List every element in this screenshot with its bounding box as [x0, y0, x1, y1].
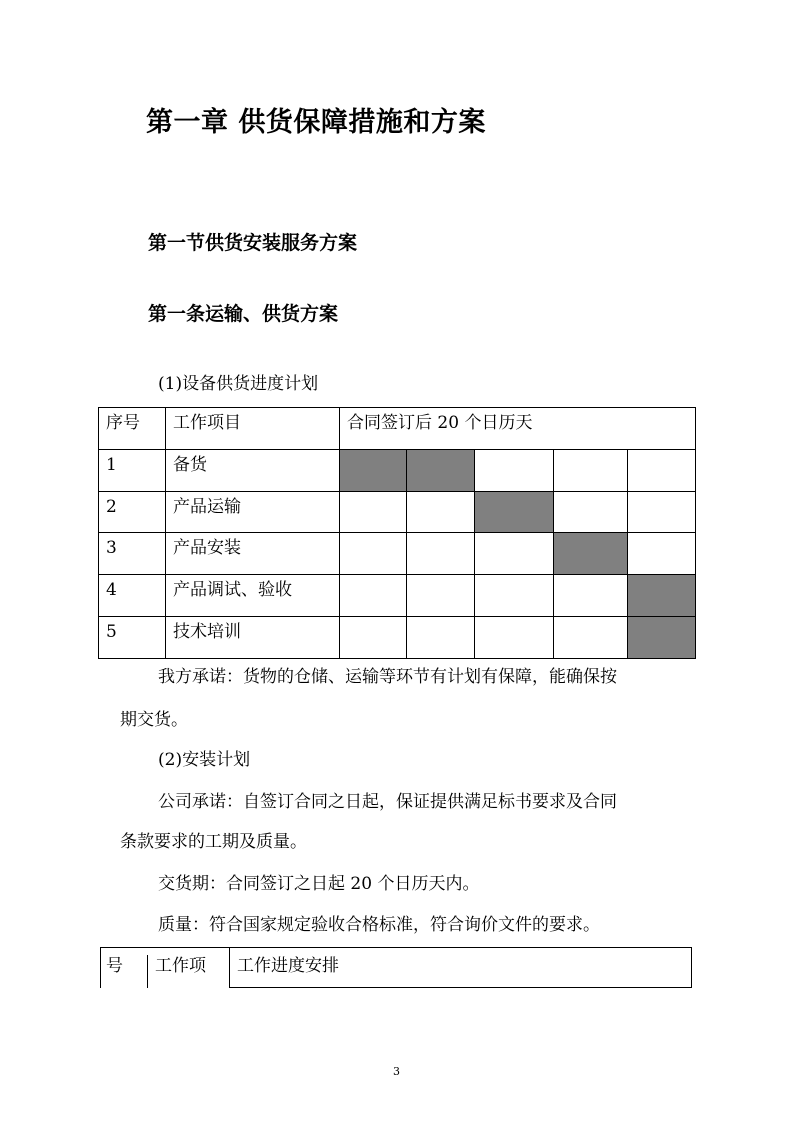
timeline-cell [407, 575, 475, 617]
promise-line-2: 期交货。 [120, 710, 188, 730]
timeline-cell [554, 575, 628, 617]
row-no: 5 [99, 616, 166, 658]
timeline-cell [475, 616, 554, 658]
timeline-cell-shaded [407, 449, 475, 491]
timeline-cell [554, 491, 628, 533]
header-item: 工作项目 [166, 408, 340, 450]
company-line-1: 公司承诺：自签订合同之日起，保证提供满足标书要求及合同 [158, 792, 617, 812]
table2-col3: 工作进度安排 [237, 956, 339, 976]
table2-right-border [691, 947, 692, 988]
row-no: 4 [99, 575, 166, 617]
section-title: 第一节供货安装服务方案 [148, 232, 358, 254]
timeline-cell [628, 449, 696, 491]
timeline-cell [340, 616, 407, 658]
table2-left-border [100, 947, 101, 988]
item2-heading: (2)安装计划 [158, 750, 251, 770]
schedule-row [99, 491, 696, 533]
schedule-row [99, 616, 696, 658]
row-no: 2 [99, 491, 166, 533]
schedule-header-row [99, 408, 696, 450]
table2-divider-1 [147, 955, 148, 988]
row-item: 产品安装 [166, 533, 340, 575]
delivery-line: 交货期：合同签订之日起 20 个日历天内。 [158, 874, 480, 894]
timeline-cell [628, 533, 696, 575]
timeline-cell [340, 575, 407, 617]
timeline-cell [475, 533, 554, 575]
chapter-title: 第一章 供货保障措施和方案 [146, 107, 486, 138]
row-item: 产品调试、验收 [166, 575, 340, 617]
row-no: 3 [99, 533, 166, 575]
company-line-2: 条款要求的工期及质量。 [120, 832, 307, 852]
row-item: 备货 [166, 449, 340, 491]
page-number: 3 [393, 1065, 400, 1078]
quality-line: 质量：符合国家规定验收合格标准，符合询价文件的要求。 [158, 915, 600, 935]
row-no: 1 [99, 449, 166, 491]
promise-line-1: 我方承诺：货物的仓储、运输等环节有计划有保障，能确保按 [158, 667, 617, 687]
header-period: 合同签订后 20 个日历天 [340, 408, 696, 450]
schedule-row [99, 533, 696, 575]
row-item: 技术培训 [166, 616, 340, 658]
schedule-row [99, 449, 696, 491]
table2-bottom-border [229, 987, 692, 988]
timeline-cell-shaded [475, 491, 554, 533]
timeline-cell [407, 491, 475, 533]
timeline-cell [554, 449, 628, 491]
timeline-cell-shaded [554, 533, 628, 575]
table2-divider-2 [229, 947, 230, 988]
timeline-cell [407, 616, 475, 658]
header-no: 序号 [99, 408, 166, 450]
table2-col2: 工作项 [155, 956, 206, 976]
timeline-cell-shaded [628, 575, 696, 617]
timeline-cell [407, 533, 475, 575]
table2-top-border [100, 947, 692, 948]
schedule-row [99, 575, 696, 617]
row-item: 产品运输 [166, 491, 340, 533]
timeline-cell [475, 575, 554, 617]
timeline-cell [475, 449, 554, 491]
schedule-table [98, 407, 696, 659]
timeline-cell [340, 533, 407, 575]
timeline-cell [340, 491, 407, 533]
table2-col1: 号 [106, 956, 123, 976]
timeline-cell-shaded [628, 616, 696, 658]
item1-heading: (1)设备供货进度计划 [158, 374, 319, 394]
timeline-cell [628, 491, 696, 533]
timeline-cell [554, 616, 628, 658]
article-title: 第一条运输、供货方案 [148, 303, 339, 325]
work-schedule-table [100, 947, 692, 988]
timeline-cell-shaded [340, 449, 407, 491]
